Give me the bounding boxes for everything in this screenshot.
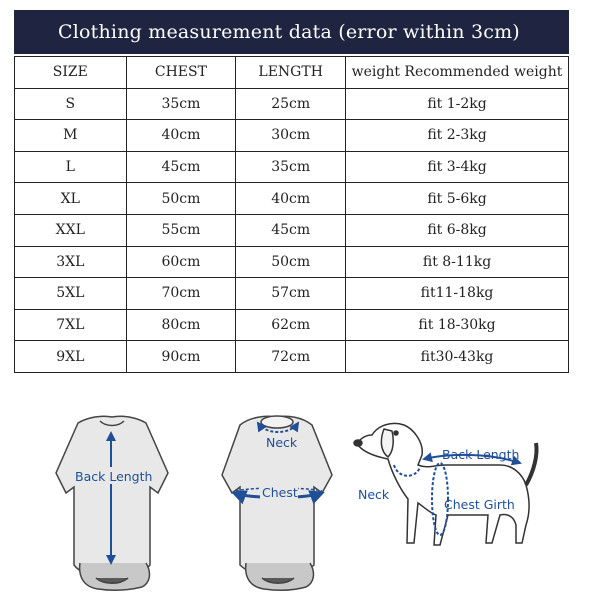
header-length: LENGTH xyxy=(236,57,346,89)
cell-length: 25cm xyxy=(236,88,346,120)
cell-weight: fit 3-4kg xyxy=(346,151,569,183)
cell-size: 9XL xyxy=(15,341,127,373)
table-row xyxy=(15,309,569,341)
cell-chest: 80cm xyxy=(126,309,236,341)
table-row xyxy=(15,341,569,373)
cell-weight: fit 8-11kg xyxy=(346,246,569,278)
cell-weight: fit 2-3kg xyxy=(346,120,569,152)
neck-label: Neck xyxy=(266,435,298,450)
cell-weight: fit30-43kg xyxy=(346,341,569,373)
header-size: SIZE xyxy=(15,57,127,89)
cell-chest: 45cm xyxy=(126,151,236,183)
cell-weight: fit 6-8kg xyxy=(346,214,569,246)
back-length-label: Back Length xyxy=(75,469,153,484)
cell-length: 62cm xyxy=(236,309,346,341)
cell-chest: 70cm xyxy=(126,278,236,310)
cell-size: 3XL xyxy=(15,246,127,278)
table-row xyxy=(15,88,569,120)
header-row xyxy=(15,57,569,89)
cell-length: 45cm xyxy=(236,214,346,246)
table-row xyxy=(15,151,569,183)
chest-label: Chest xyxy=(262,485,298,500)
cell-chest: 60cm xyxy=(126,246,236,278)
cell-chest: 50cm xyxy=(126,183,236,215)
cell-size: S xyxy=(15,88,127,120)
cell-size: XL xyxy=(15,183,127,215)
cell-size: XXL xyxy=(15,214,127,246)
cell-length: 30cm xyxy=(236,120,346,152)
cell-length: 50cm xyxy=(236,246,346,278)
cell-weight: fit 1-2kg xyxy=(346,88,569,120)
cell-weight: fit 18-30kg xyxy=(346,309,569,341)
header-chest: CHEST xyxy=(126,57,236,89)
cell-chest: 35cm xyxy=(126,88,236,120)
cell-weight: fit11-18kg xyxy=(346,278,569,310)
cell-size: L xyxy=(15,151,127,183)
cell-size: 5XL xyxy=(15,278,127,310)
dog-chest-girth-label: Chest Girth xyxy=(444,497,515,512)
header-weight: weight Recommended weight xyxy=(346,57,569,89)
table-row xyxy=(15,183,569,215)
dog-back-length-label: Back Length xyxy=(442,447,520,462)
table-row xyxy=(15,120,569,152)
cell-chest: 40cm xyxy=(126,120,236,152)
cell-length: 35cm xyxy=(236,151,346,183)
cell-length: 72cm xyxy=(236,341,346,373)
table-title: Clothing measurement data (error within 3cm) xyxy=(14,10,569,54)
size-table xyxy=(14,56,569,373)
cell-size: M xyxy=(15,120,127,152)
table-row xyxy=(15,278,569,310)
cell-chest: 55cm xyxy=(126,214,236,246)
cell-length: 57cm xyxy=(236,278,346,310)
table-row xyxy=(15,214,569,246)
cell-weight: fit 5-6kg xyxy=(346,183,569,215)
cell-chest: 90cm xyxy=(126,341,236,373)
cell-size: 7XL xyxy=(15,309,127,341)
cell-length: 40cm xyxy=(236,183,346,215)
measurement-diagrams xyxy=(0,395,600,600)
dog-neck-label: Neck xyxy=(358,487,390,502)
table-row xyxy=(15,246,569,278)
